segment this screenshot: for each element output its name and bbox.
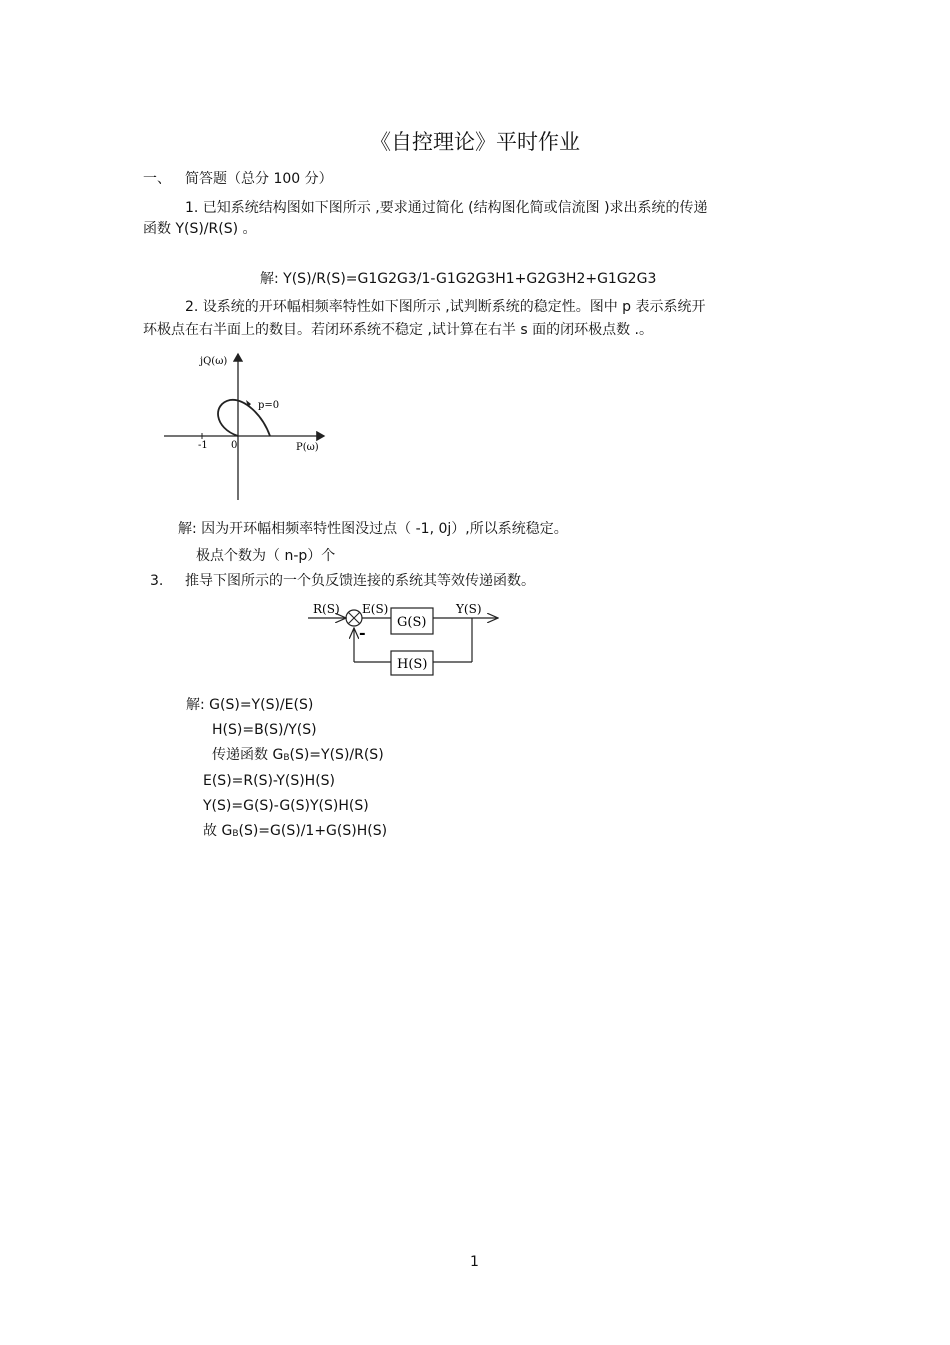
- feedback-block-diagram: [306, 598, 506, 682]
- tick-label-neg-one: -1: [198, 440, 208, 451]
- q3-sol-line3: 传递函数 GB(S)=Y(S)/R(S): [212, 747, 384, 763]
- nyquist-plot: [158, 348, 330, 504]
- section-number: 一、: [143, 171, 171, 187]
- page-title: 《自控理论》平时作业: [370, 130, 580, 154]
- q3-text: 推导下图所示的一个负反馈连接的系统其等效传递函数。: [185, 573, 535, 589]
- curve-arrow: [246, 400, 251, 407]
- curve-label: p=0: [258, 400, 280, 411]
- feedback-block-label: H(S): [397, 657, 428, 672]
- q1-line2: 函数 Y(S)/R(S) 。: [143, 221, 257, 237]
- section-heading: 简答题（总分 100 分）: [185, 171, 333, 187]
- q2-line2: 环极点在右半面上的数目。若闭环系统不稳定 ,试计算在右半 s 面的闭环极点数 .。: [143, 322, 653, 338]
- output-label: Y(S): [456, 602, 482, 616]
- q2-answer1: 解: 因为开环幅相频率特性图没过点（ -1, 0j）,所以系统稳定。: [178, 521, 568, 537]
- tick-label-zero: 0: [231, 440, 238, 451]
- q3-sol-line1: 解: G(S)=Y(S)/E(S): [186, 697, 314, 713]
- q1-line1: 1. 已知系统结构图如下图所示 ,要求通过简化 (结构图化简或信流图 )求出系统的传递: [185, 200, 708, 216]
- input-label: R(S): [313, 602, 340, 616]
- q3-sol-line4: E(S)=R(S)-Y(S)H(S): [203, 773, 336, 789]
- q3-sol-line2: H(S)=B(S)/Y(S): [212, 722, 317, 738]
- q1-answer: 解: Y(S)/R(S)=G1G2G3/1-G1G2G3H1+G2G3H2+G1G2G3: [260, 271, 657, 287]
- y-axis-label: jQ(ω): [200, 356, 228, 367]
- q2-answer2: 极点个数为（ n-p）个: [196, 548, 336, 564]
- q3-sol-line6: 故 GB(S)=G(S)/1+G(S)H(S): [203, 823, 388, 839]
- q2-line1: 2. 设系统的开环幅相频率特性如下图所示 ,试判断系统的稳定性。图中 p 表示系统开: [185, 299, 706, 315]
- forward-block-label: G(S): [397, 615, 427, 630]
- q3-number: 3.: [150, 573, 164, 589]
- page-number: 1: [470, 1254, 479, 1270]
- error-label: E(S): [362, 602, 389, 616]
- negative-sign: -: [359, 623, 366, 642]
- q3-sol-line5: Y(S)=G(S)-G(S)Y(S)H(S): [203, 798, 369, 814]
- x-axis-label: P(ω): [296, 442, 319, 453]
